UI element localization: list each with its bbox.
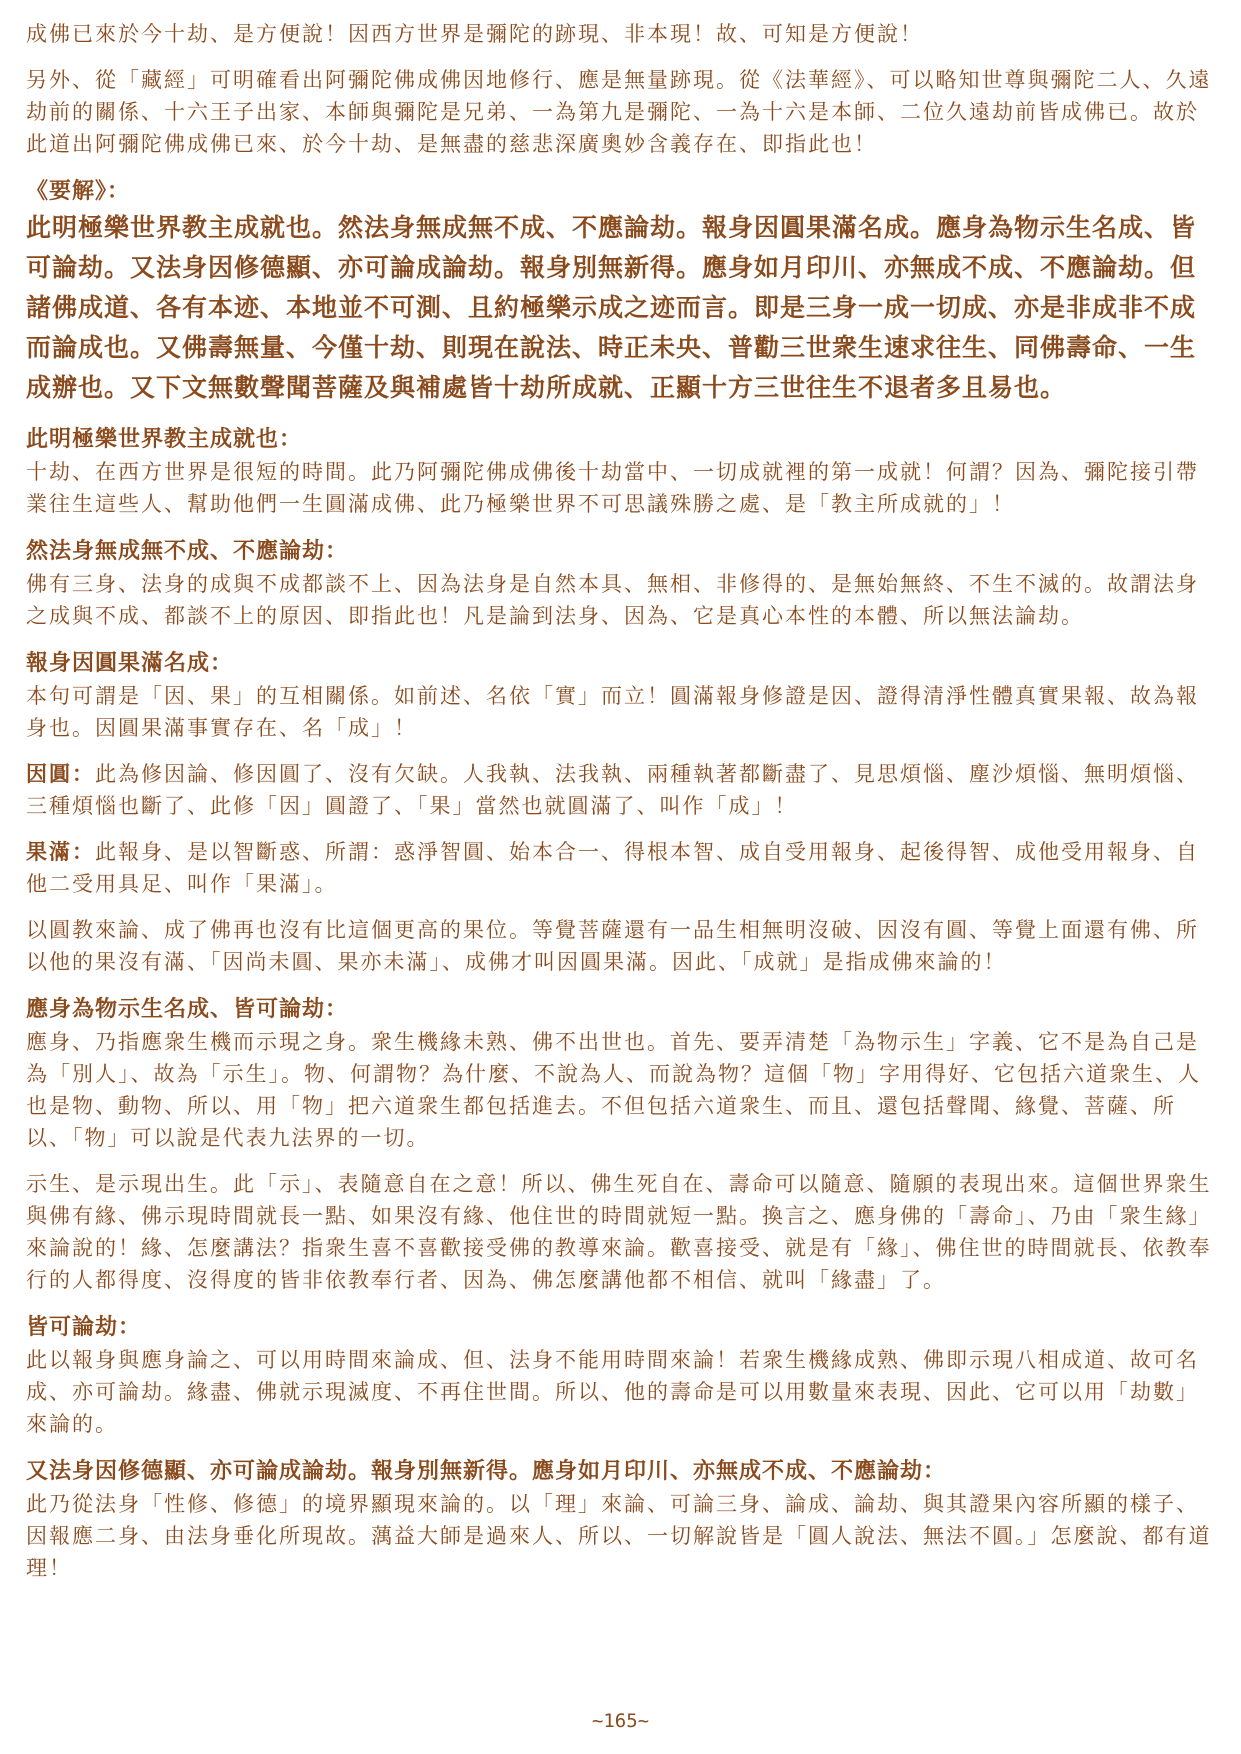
section-heading: 又法身因修德顯、亦可論成論劫。報身別無新得。應身如月印川、亦無成不成、不應論劫： xyxy=(26,1458,947,1484)
lead-term: 果滿： xyxy=(26,839,95,864)
page-number: ~165~ xyxy=(591,1710,650,1732)
page-content xyxy=(26,18,1218,1598)
paragraph-yin-yuan xyxy=(26,758,1218,822)
section-text: 應身、乃指應衆生機而示現之身。衆生機緣未熟、佛不出世也。首先、要弄清楚「為物示生」字義、它不是為自己是為「別人」、故為「示生」。物、何謂物？為什麼、不說為人、而說為物？這個「物」字用得好、它包括六道衆生、人也是物、動物、所以、用「物」把六道衆生都包括進去。不但包括六道衆生、而且、還包括聲聞、緣覺、菩薩、所以、「物」可以說是代表九法界的一切。 xyxy=(26,1030,1201,1150)
section-heading: 此明極樂世界教主成就也： xyxy=(26,426,303,452)
section-heading: 然法身無成無不成、不應論劫： xyxy=(26,538,349,564)
section-heading: 報身因圓果滿名成： xyxy=(26,650,234,676)
yaojie-text: 此明極樂世界教主成就也。然法身無成無不成、不應論劫。報身因圓果滿名成。應身為物示生名成、皆可論劫。又法身因修德顯、亦可論成論劫。報身別無新得。應身如月印川、亦無成不成、不應論劫。但諸佛成道、各有本迹、本地並不可測、且約極樂示成之迹而言。即是三身一成一切成、亦是非成非不成而論成也。又佛壽無量、今僅十劫、則現在說法、時正未央、普勸三世衆生速求往生、同佛壽命、一生成辦也。又下文無數聲聞菩薩及與補處皆十劫所成就、正顯十方三世往生不退者多且易也。 xyxy=(26,213,1197,402)
paragraph-perfect-teaching: 以圓教來論、成了佛再也沒有比這個更高的果位。等覺菩薩還有一品生相無明沒破、因沒有圓、等覺上面還有佛、所以他的果沒有滿、「因尚未圓、果亦未滿」、成佛才叫因圓果滿。因此、「成就」是指成佛來論的！ xyxy=(26,918,1199,974)
section-virtue xyxy=(26,1454,1218,1584)
section-heading: 應身為物示生名成、皆可論劫： xyxy=(26,996,349,1022)
yaojie-heading: 《要解》： xyxy=(26,178,131,204)
section-text: 此乃從法身「性修、修德」的境界顯現來論的。以「理」來論、可論三身、論成、論劫、與其證果內容所顯的樣子、因報應二身、由法身垂化所現故。蕅益大師是過來人、所以、一切解說皆是「圓人說法、無法不圓。」怎麼說、都有道理！ xyxy=(26,1492,1212,1580)
lead-text: 此為修因論、修因圓了、沒有欠缺。人我執、法我執、兩種執著都斷盡了、見思煩惱、塵沙煩惱、無明煩惱、三種煩惱也斷了、此修「因」圓證了、「果」當然也就圓滿了、叫作「成」！ xyxy=(26,762,1199,818)
section-nirmanakaya xyxy=(26,992,1218,1296)
paragraph-intro: 成佛已來於今十劫、是方便說！因西方世界是彌陀的跡現、非本現！故、可知是方便說！ xyxy=(26,22,923,46)
section-text-2: 示生、是示現出生。此「示」、表隨意自在之意！所以、佛生死自在、壽命可以隨意、隨願的表現出來。這個世界衆生與佛有緣、佛示現時間就長一點、如果沒有緣、他住世的時間就短一點。換言之、應身佛的「壽命」、乃由「衆生緣」來論說的！緣、怎麼講法？指衆生喜不喜歡接受佛的教導來論。歡喜接受、就是有「緣」、佛住世的時間就長、依教奉行的人都得度、沒得度的皆非依教奉行者、因為、佛怎麼講他都不相信、就叫「緣盡」了。 xyxy=(26,1172,1212,1292)
section-teaching-lord xyxy=(26,422,1218,520)
section-text: 十劫、在西方世界是很短的時間。此乃阿彌陀佛成佛後十劫當中、一切成就裡的第一成就！何謂？因為、彌陀接引帶業往生這些人、幫助他們一生圓滿成佛、此乃極樂世界不可思議殊勝之處、是「教主所成就的」！ xyxy=(26,460,1199,516)
paragraph-guo-man xyxy=(26,836,1218,900)
section-dharmakaya xyxy=(26,534,1218,632)
lead-text: 此報身、是以智斷惑、所謂：惑淨智圓、始本合一、得根本智、成自受用報身、起後得智、成他受用報身、自他二受用具足、叫作「果滿」。 xyxy=(26,840,1199,896)
paragraph-tripitaka: 另外、從「藏經」可明確看出阿彌陀佛成佛因地修行、應是無量跡現。從《法華經》、可以略知世尊與彌陀二人、久遠劫前的關係、十六王子出家、本師與彌陀是兄弟、一為第九是彌陀、一為十六是本師、二位久遠劫前皆成佛已。故於此道出阿彌陀佛成佛已來、於今十劫、是無盡的慈悲深廣奧妙含義存在、即指此也！ xyxy=(26,68,1212,156)
section-kalpa xyxy=(26,1310,1218,1440)
section-heading: 皆可論劫： xyxy=(26,1314,142,1340)
lead-term: 因圓： xyxy=(26,761,95,786)
section-text: 佛有三身、法身的成與不成都談不上、因為法身是自然本具、無相、非修得的、是無始無終、不生不滅的。故謂法身之成與不成、都談不上的原因、即指此也！凡是論到法身、因為、它是真心本性的本體、所以無法論劫。 xyxy=(26,572,1199,628)
section-sambhogakaya xyxy=(26,646,1218,978)
section-text: 此以報身與應身論之、可以用時間來論成、但、法身不能用時間來論！若衆生機緣成熟、佛即示現八相成道、故可名成、亦可論劫。緣盡、佛就示現滅度、不再住世間。所以、他的壽命是可以用數量來表現、因此、它可以用「劫數」來論的。 xyxy=(26,1348,1199,1436)
section-text: 本句可謂是「因、果」的互相關係。如前述、名依「實」而立！圓滿報身修證是因、證得清淨性體真實果報、故為報身也。因圓果滿事實存在、名「成」！ xyxy=(26,684,1199,740)
yaojie-section xyxy=(26,174,1218,408)
